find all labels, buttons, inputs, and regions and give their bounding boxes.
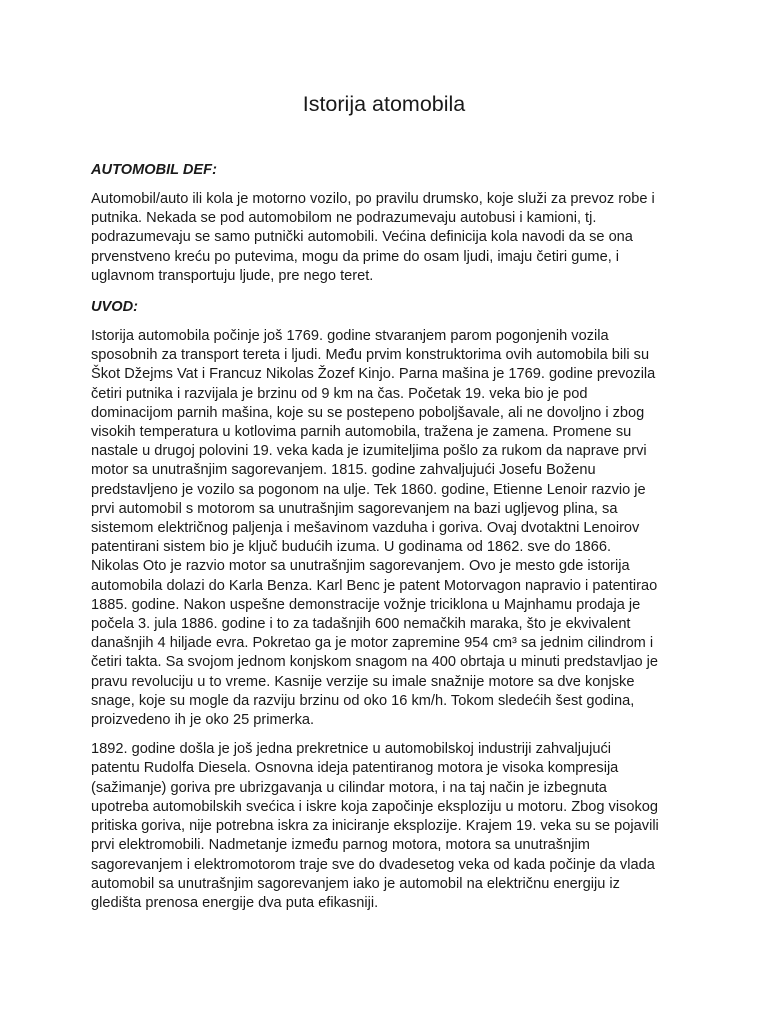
section-heading-automobil-def: AUTOMOBIL DEF:	[91, 162, 217, 178]
section-automobil-def	[91, 160, 683, 286]
document-body	[91, 160, 683, 924]
paragraph-diesel: 1892. godine došla je još jedna prekretnice u automobilskoj industriji zahvaljujući patentu Rudolfa Diesela. Osnovna ideja patentiranog motora je visoka kompresija (sažimanje) goriva pre ubrizgavanja u cilindar motora, i na taj način je izbegnuta upotreba automobilskih svećica i iskre koja započinje eksploziju u motoru. Zbog visokog pritiska goriva, nije potrebna iskra za iniciranje eksplozije. Krajem 19. veka su se pojavili prvi elektromobili. Nadmetanje između parnog motora, motora sa unutrašnjim sagorevanjem i elektromotorom traje sve do dvadesetog veka od kada počinje da vlada automobil sa unutrašnjim sagorevanjem iako je automobil na električnu energiju iz gledišta prenosa energije dva puta efikasniji.	[91, 741, 659, 911]
section-heading-uvod: UVOD:	[91, 299, 139, 316]
paragraph-history-intro: Istorija automobila počinje još 1769. godine stvaranjem parom pogonjenih vozila sposobnih za transport tereta i ljudi. Među prvim konstruktorima ovih automobila bili su Škot Džejms Vat i Francuz Nikolas Žozef Kinjo. Parna mašina je 1769. godine prevozila četiri putnika i razvijala je brzinu od 9 km na čas. Početak 19. veka bio je pod dominacijom parnih mašina, koje su se postepeno poboljšavale, ali ne dovoljno i zbog visokih temperatura u kotlovima parnih automobila, tražena je zamena. Promene su nastale u drugoj polovini 19. veka kada je izumiteljima pošlo za rukom da naprave prvi motor sa unutrašnjim sagorevanjem. 1815. godine zahvaljujući Josefu Boženu predstavljeno je vozilo sa pogonom na ulje. Tek 1860. godine, Etienne Lenoir razvio je prvi automobil s motorom sa unutrašnjim sagorevanjem na bazi ugljevog plina, sa sistemom električnog paljenja i mešavinom vazduha i goriva. Ovaj dvotaktni Lenoirov patentirani sistem bio je ključ budućih izuma. U godinama od 1862. sve do 1866. Nikolas Oto je razvio motor sa unutrašnjim sagorevanjem. Ovo je mesto gde istorija automobila dolazi do Karla Benza. Karl Benc je patent Motorvagon napravio i patentirao 1885. godine. Nakon uspešne demonstracije vožnje triciklona u Majnhamu prodaja je počela 3. jula 1886. godine i to za tadašnjih 600 nemačkih maraka, što je ekvivalent današnjih 4 hiljade evra. Pokretao ga je motor zapremine 954 cm³ sa jednim cilindrom i četiri takta. Sa svojom jednom konjskom snagom na 400 obrtaja u minuti predstavljao je pravu revoluciju u to vreme. Kasnije verzije su imale snažnije motore sa dve konjske snage, koje su mogle da razviju brzinu od oko 16 km/h. Tokom sledećih šest godina, proizvedeno ih je oko 25 primerka.	[91, 328, 659, 729]
paragraph-definition: Automobil/auto ili kola je motorno vozilo, po pravilu drumsko, koje služi za prevoz robe i putnika. Nekada se pod automobilom ne podrazumevaju autobusi i kamioni, tj. podrazumevaju se samo putnički automobili. Većina definicija kola navodi da se ona prvenstveno kreću po putevima, mogu da prime do osam ljudi, imaju četiri gume, i uglavnom transportuju ljude, pre nego teret.	[91, 191, 655, 284]
section-uvod	[91, 297, 683, 913]
document-title: Istorija atomobila	[302, 92, 466, 116]
